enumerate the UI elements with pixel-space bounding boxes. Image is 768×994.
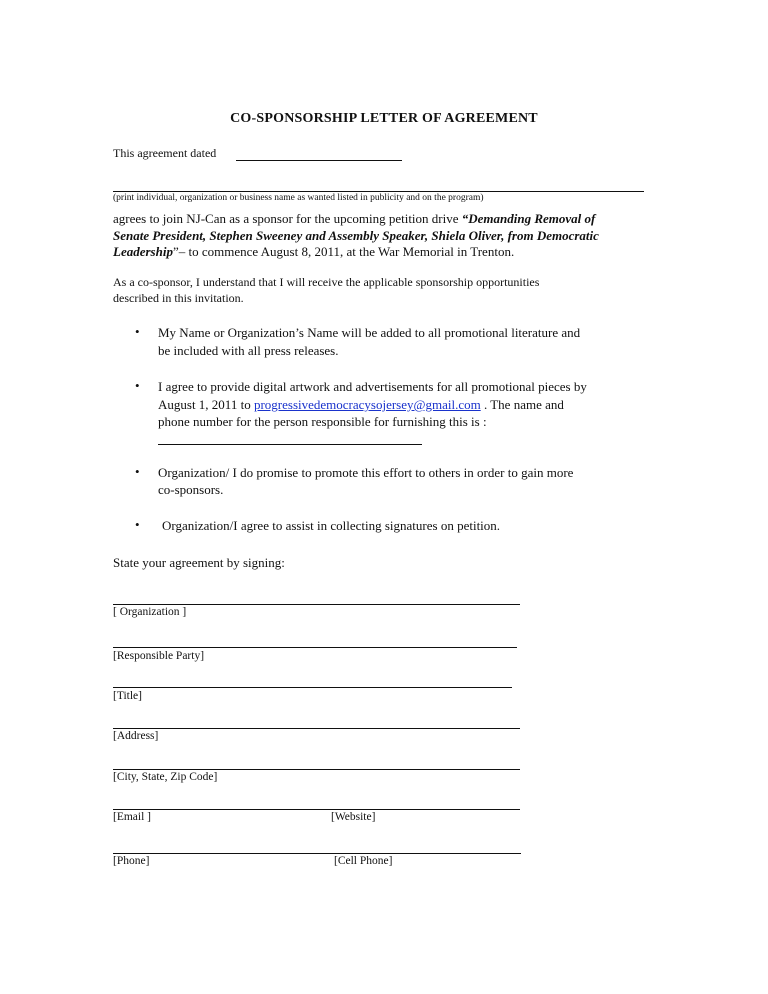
agree-text-line-1	[113, 211, 595, 227]
bullet-1-line-2: be included with all press releases.	[158, 343, 339, 358]
cell-phone-label: [Cell Phone]	[334, 855, 393, 867]
email-label: [Email ]	[113, 811, 151, 823]
commence-text: ”– to commence August 8, 2011, at the War Memorial in Trenton.	[172, 244, 515, 259]
address-label: [Address]	[113, 730, 159, 742]
city-state-zip-line[interactable]	[113, 769, 520, 770]
organization-label: [ Organization ]	[113, 606, 187, 618]
bullet-1-line-1: My Name or Organization’s Name will be added to all promotional literature and	[158, 325, 581, 340]
bullet-dot-icon: •	[135, 464, 140, 479]
bullet-dot-icon: •	[135, 378, 140, 393]
petition-title-part-1: “Demanding Removal of	[461, 211, 596, 226]
city-state-zip-label: [City, State, Zip Code]	[113, 771, 218, 783]
title-line[interactable]	[113, 687, 512, 688]
bullet-4-line-1: Organization/I agree to assist in collecting signatures on petition.	[162, 518, 501, 533]
phone-line[interactable]	[113, 853, 521, 854]
responsible-person-line[interactable]	[158, 444, 422, 445]
bullet-dot-icon: •	[135, 517, 140, 532]
bullet-3-line-1: Organization/ I do promise to promote this effort to others in order to gain more	[158, 465, 574, 480]
website-label: [Website]	[331, 811, 376, 823]
contact-email-link[interactable]: progressivedemocracysojersey@gmail.com	[253, 397, 481, 412]
cosponsor-text-line-2: described in this invitation.	[113, 291, 244, 305]
date-blank-line[interactable]	[236, 160, 402, 161]
bullet-2-suffix: . The name and	[480, 397, 564, 412]
print-name-note: (print individual, organization or business name as wanted listed in publicity and on the program)	[113, 193, 484, 203]
agree-text-prefix: agrees to join NJ-Can as a sponsor for the upcoming petition drive	[113, 211, 462, 226]
agree-text-line-3	[113, 244, 514, 260]
cosponsor-text-line-1: As a co-sponsor, I understand that I will receive the applicable sponsorship opportunities	[113, 275, 540, 289]
title-label: [Title]	[113, 690, 142, 702]
petition-title-part-2: Senate President, Stephen Sweeney and Assembly Speaker, Shiela Oliver, from Democratic	[113, 228, 599, 243]
address-line[interactable]	[113, 728, 520, 729]
responsible-party-label: [Responsible Party]	[113, 650, 205, 662]
bullet-3-line-2: co-sponsors.	[158, 482, 224, 497]
bullet-2-line-3: phone number for the person responsible for furnishing this is :	[158, 414, 487, 429]
bullet-dot-icon: •	[135, 324, 140, 339]
sponsor-name-line[interactable]	[113, 191, 644, 192]
bullet-2-line-2	[158, 397, 564, 413]
state-agreement-label: State your agreement by signing:	[113, 555, 285, 570]
bullet-2-prefix: August 1, 2011 to	[158, 397, 254, 412]
organization-line[interactable]	[113, 604, 520, 605]
email-website-line[interactable]	[113, 809, 520, 810]
petition-title-part-3: Leadership	[113, 244, 173, 259]
responsible-party-line[interactable]	[113, 647, 517, 648]
bullet-2-line-1: I agree to provide digital artwork and advertisements for all promotional pieces by	[158, 379, 587, 394]
phone-label: [Phone]	[113, 855, 150, 867]
agreement-dated-label: This agreement dated	[113, 146, 217, 160]
document-title: CO-SPONSORSHIP LETTER OF AGREEMENT	[230, 111, 538, 126]
